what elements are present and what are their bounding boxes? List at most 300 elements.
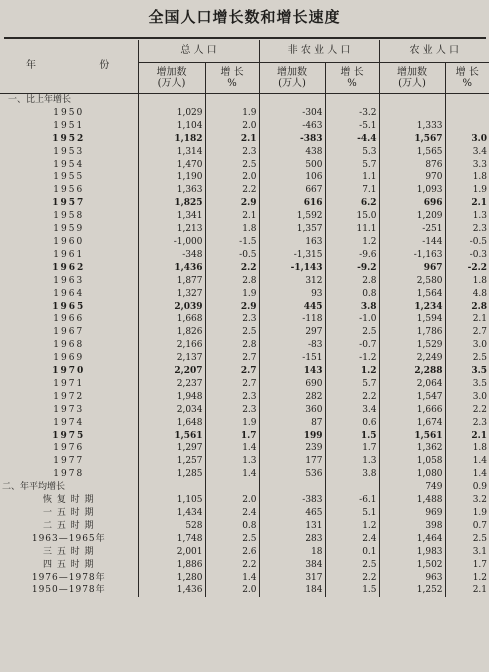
year-row [0,171,489,184]
cell-a-pct: 1.3 [445,210,489,223]
section-row [0,94,489,107]
row-year: 1976 [53,443,85,454]
cell-t-inc: 1,105 [138,494,205,507]
year-row [0,391,489,404]
cell-t-pct: -1.5 [205,236,259,249]
cell-a-inc: 1,567 [379,133,445,146]
row-year: 1950 [53,107,85,118]
group-header-agri: 农 业 人 口 [379,40,489,63]
cell-a-pct: 2.1 [445,584,489,597]
header-row-groups [0,40,489,63]
cell-t-pct: 2.0 [205,584,259,597]
cell-a-inc: 1,786 [379,326,445,339]
row-year: 1977 [53,456,85,467]
cell-n-inc: -118 [259,313,325,326]
cell-a-inc: 1,093 [379,184,445,197]
cell-t-inc: 1,363 [138,184,205,197]
cell-n-pct: 15.0 [325,210,379,223]
cell-t-pct: 2.0 [205,494,259,507]
cell-n-inc: 500 [259,159,325,172]
cell-n-inc: 106 [259,171,325,184]
cell-a-pct: 1.4 [445,468,489,481]
cell-t-inc: 528 [138,520,205,533]
cell-n-pct: -1.2 [325,352,379,365]
row-year: 一 五 时 期 [42,508,95,518]
cell-a-pct: 2.1 [445,197,489,210]
row-year: 1956 [53,185,85,196]
cell-t-pct: 1.9 [205,417,259,430]
cell-t-pct: 2.3 [205,404,259,417]
cell-a-pct: 1.4 [445,455,489,468]
cell-a-inc: 1,488 [379,494,445,507]
summary-row [0,507,489,520]
group-header-nonagri: 非 农 业 人 口 [259,40,379,63]
cell-a-inc: 969 [379,507,445,520]
cell-t-inc: 2,207 [138,365,205,378]
cell-t-inc: 1,182 [138,133,205,146]
cell-a-inc: 1,983 [379,546,445,559]
cell-t-pct: 2.7 [205,378,259,391]
cell-a-pct: 1.8 [445,171,489,184]
year-row [0,107,489,120]
cell-n-pct: 2.2 [325,391,379,404]
row-year: 1963—1965年 [31,533,106,544]
cell-n-pct: 1.2 [325,236,379,249]
cell-n-pct: -5.1 [325,120,379,133]
summary-row [0,546,489,559]
cell-t-pct: 1.3 [205,455,259,468]
group-header-total: 总 人 口 [138,40,259,63]
cell-n-pct: 2.2 [325,572,379,585]
cell-n-inc: 87 [259,417,325,430]
cell-t-inc: -348 [138,249,205,262]
row-year: 1969 [53,353,85,364]
cell-t-inc: 2,137 [138,352,205,365]
cell-t-pct: 2.2 [205,559,259,572]
row-year: 1950—1978年 [31,585,106,596]
cell-t-inc: 2,166 [138,339,205,352]
cell-t-inc: 1,213 [138,223,205,236]
cell-a-pct: 2.8 [445,301,489,314]
cell-a-pct: 3.4 [445,146,489,159]
row-year: 1960 [53,236,85,247]
cell-a-inc: 749 [379,481,445,494]
cell-t-inc: 1,327 [138,288,205,301]
cell-t-pct: 1.7 [205,430,259,443]
cell-a-pct: 0.9 [445,481,489,494]
cell-a-pct: 1.8 [445,275,489,288]
cell-t-pct: 1.8 [205,223,259,236]
cell-a-inc: 1,333 [379,120,445,133]
row-year: 1966 [53,314,85,325]
cell-n-inc: 384 [259,559,325,572]
cell-a-pct: 2.3 [445,417,489,430]
row-year: 1957 [52,198,86,209]
cell-t-inc: 1,434 [138,507,205,520]
cell-t-pct: 2.0 [205,120,259,133]
row-year: 1963 [53,275,85,286]
summary-row [0,520,489,533]
cell-n-inc: -83 [259,339,325,352]
cell-n-pct: 1.2 [325,365,379,378]
cell-a-inc: 2,064 [379,378,445,391]
cell-n-inc: 360 [259,404,325,417]
year-row [0,159,489,172]
cell-a-inc: 1,674 [379,417,445,430]
cell-t-inc: 1,257 [138,455,205,468]
cell-t-inc: 1,470 [138,159,205,172]
year-row [0,365,489,378]
cell-n-pct: 6.2 [325,197,379,210]
year-row [0,184,489,197]
cell-t-inc: 1,436 [138,262,205,275]
cell-t-pct: -0.5 [205,249,259,262]
col-header-nonagri-increase: 增加数 (万人) [259,63,325,94]
year-column-header [0,40,138,94]
cell-n-inc: 283 [259,533,325,546]
cell-t-inc: 1,648 [138,417,205,430]
cell-n-inc: 297 [259,326,325,339]
cell-t-inc: 1,948 [138,391,205,404]
cell-a-pct: 2.2 [445,404,489,417]
cell-t-pct: 1.4 [205,468,259,481]
cell-n-inc: 143 [259,365,325,378]
cell-t-pct: 2.4 [205,507,259,520]
cell-a-inc: 1,565 [379,146,445,159]
cell-t-inc: 1,190 [138,171,205,184]
cell-t-inc: 1,561 [138,430,205,443]
cell-a-pct [445,120,489,133]
cell-a-pct: 3.3 [445,159,489,172]
cell-n-pct: -9.2 [325,262,379,275]
cell-n-pct: 1.7 [325,442,379,455]
cell-t-pct: 2.3 [205,313,259,326]
cell-n-inc: -383 [259,133,325,146]
cell-n-inc: 199 [259,430,325,443]
cell-n-inc: 282 [259,391,325,404]
section1-label: 一、比上年增长 [8,95,72,105]
year-row [0,275,489,288]
cell-t-pct: 2.5 [205,326,259,339]
col-header-agri-increase: 增加数 (万人) [379,63,445,94]
row-year: 1953 [53,146,85,157]
cell-a-inc: 1,666 [379,404,445,417]
summary-row [0,559,489,572]
col-header-nonagri-growth: 增 长 % [325,63,379,94]
year-label-left: 年 [26,60,36,72]
cell-a-pct: 2.5 [445,352,489,365]
summary-row [0,494,489,507]
year-row [0,326,489,339]
population-table [0,40,489,597]
year-row [0,120,489,133]
cell-t-pct: 2.9 [205,197,259,210]
cell-n-pct: 2.5 [325,326,379,339]
cell-n-inc: 177 [259,455,325,468]
cell-a-pct: 3.0 [445,133,489,146]
cell-a-pct: 2.3 [445,223,489,236]
cell-a-inc: 1,561 [379,430,445,443]
cell-a-pct: 0.7 [445,520,489,533]
cell-a-inc: 2,288 [379,365,445,378]
row-year: 1954 [53,159,85,170]
year-row [0,417,489,430]
cell-n-pct: 1.2 [325,520,379,533]
year-row [0,442,489,455]
cell-n-inc: 1,592 [259,210,325,223]
year-row [0,404,489,417]
cell-t-inc: 1,877 [138,275,205,288]
cell-a-pct: 1.7 [445,559,489,572]
cell-n-pct: 5.1 [325,507,379,520]
year-label-right: 份 [99,60,110,72]
cell-a-inc: 1,252 [379,584,445,597]
cell-n-pct: 0.6 [325,417,379,430]
year-row [0,430,489,443]
cell-a-pct: 1.2 [445,572,489,585]
cell-a-inc: 970 [379,171,445,184]
cell-t-inc: 1,436 [138,584,205,597]
cell-t-pct: 2.1 [205,210,259,223]
cell-a-pct: 3.5 [445,365,489,378]
cell-a-inc: -1,163 [379,249,445,262]
cell-a-pct: 2.7 [445,326,489,339]
cell-a-pct: 2.5 [445,533,489,546]
cell-n-inc: 18 [259,546,325,559]
cell-n-pct: -9.6 [325,249,379,262]
row-year: 1976—1978年 [31,572,106,583]
row-year: 1964 [53,288,85,299]
year-row [0,210,489,223]
year-row [0,133,489,146]
row-year: 1978 [53,469,85,480]
row-year: 1968 [53,340,85,351]
cell-t-pct: 2.0 [205,171,259,184]
cell-t-pct: 1.4 [205,442,259,455]
cell-n-pct: 2.4 [325,533,379,546]
year-row [0,262,489,275]
cell-n-pct: -6.1 [325,494,379,507]
cell-a-pct: -0.3 [445,249,489,262]
cell-n-inc: -1,143 [259,262,325,275]
cell-a-inc: -251 [379,223,445,236]
cell-a-inc: 876 [379,159,445,172]
cell-a-pct: 1.8 [445,442,489,455]
row-year: 1965 [52,301,86,312]
cell-n-inc: 536 [259,468,325,481]
row-year: 1973 [53,404,85,415]
cell-n-pct: 1.5 [325,430,379,443]
cell-n-inc: 312 [259,275,325,288]
cell-a-inc: 1,502 [379,559,445,572]
row-year: 1959 [53,224,85,235]
row-year: 1962 [52,262,86,273]
cell-a-inc: 1,464 [379,533,445,546]
cell-t-inc: 1,748 [138,533,205,546]
cell-t-inc: 1,668 [138,313,205,326]
cell-n-inc: 667 [259,184,325,197]
year-row [0,288,489,301]
cell-a-inc: 963 [379,572,445,585]
cell-t-pct: 1.9 [205,107,259,120]
year-row [0,352,489,365]
cell-n-inc: 93 [259,288,325,301]
row-year: 1951 [53,120,85,131]
cell-n-inc: 438 [259,146,325,159]
cell-n-pct: 2.8 [325,275,379,288]
cell-t-pct: 2.1 [205,133,259,146]
cell-t-inc: 1,297 [138,442,205,455]
cell-a-pct: 3.2 [445,494,489,507]
cell-n-inc: 317 [259,572,325,585]
cell-a-inc: 1,564 [379,288,445,301]
cell-t-inc: 1,341 [138,210,205,223]
cell-n-pct: 5.7 [325,159,379,172]
col-header-agri-growth: 增 长 % [445,63,489,94]
cell-a-inc: 1,529 [379,339,445,352]
cell-t-inc: 1,285 [138,468,205,481]
cell-n-inc: -304 [259,107,325,120]
cell-t-inc: 2,034 [138,404,205,417]
section2-label: 二、年平均增长 [2,482,66,493]
cell-t-pct: 2.3 [205,146,259,159]
cell-n-pct: 7.1 [325,184,379,197]
row-year: 1958 [53,211,85,222]
cell-a-inc: 1,547 [379,391,445,404]
cell-a-pct: -2.2 [445,262,489,275]
cell-a-pct: -0.5 [445,236,489,249]
year-row [0,146,489,159]
cell-t-inc: 1,280 [138,572,205,585]
cell-n-pct: 3.4 [325,404,379,417]
summary-row [0,572,489,585]
cell-a-pct: 3.0 [445,391,489,404]
cell-n-inc: 690 [259,378,325,391]
cell-a-pct: 2.1 [445,313,489,326]
cell-t-inc: -1,000 [138,236,205,249]
year-row [0,313,489,326]
cell-t-pct: 2.6 [205,546,259,559]
year-row [0,339,489,352]
cell-t-inc: 2,237 [138,378,205,391]
cell-n-pct: 1.3 [325,455,379,468]
summary-row [0,584,489,597]
cell-a-inc: 1,080 [379,468,445,481]
row-year: 恢 复 时 期 [42,495,95,506]
cell-n-pct: -0.7 [325,339,379,352]
year-row [0,378,489,391]
cell-n-inc: 616 [259,197,325,210]
cell-t-pct: 2.8 [205,339,259,352]
cell-n-pct: -4.4 [325,133,379,146]
cell-t-pct: 2.5 [205,159,259,172]
cell-n-pct: -3.2 [325,107,379,120]
cell-n-inc: -383 [259,494,325,507]
cell-t-inc: 1,029 [138,107,205,120]
cell-a-inc: 1,209 [379,210,445,223]
section-row [0,481,489,494]
cell-n-inc: -463 [259,120,325,133]
cell-t-pct: 2.8 [205,275,259,288]
cell-n-pct: 1.1 [325,171,379,184]
page-title: 全国人口增长数和增长速度 [148,8,341,26]
cell-a-inc [379,107,445,120]
cell-t-pct: 2.2 [205,262,259,275]
cell-n-pct: 0.8 [325,288,379,301]
cell-a-inc: 1,594 [379,313,445,326]
cell-t-pct: 2.7 [205,365,259,378]
cell-t-pct: 2.3 [205,391,259,404]
row-year: 1970 [52,366,86,377]
cell-a-pct: 3.1 [445,546,489,559]
cell-a-inc: 2,580 [379,275,445,288]
cell-t-pct: 1.9 [205,288,259,301]
col-header-total-increase: 增加数 (万人) [138,63,205,94]
cell-n-inc: 1,357 [259,223,325,236]
col-header-total-growth: 增 长 % [205,63,259,94]
cell-t-inc: 1,314 [138,146,205,159]
row-year: 1974 [53,417,85,428]
cell-t-inc: 1,825 [138,197,205,210]
year-row [0,197,489,210]
cell-t-inc: 2,039 [138,301,205,314]
cell-a-pct: 1.9 [445,507,489,520]
row-year: 1961 [53,249,85,260]
cell-n-inc: 184 [259,584,325,597]
cell-a-pct: 2.1 [445,430,489,443]
cell-n-inc: 239 [259,442,325,455]
cell-n-inc: -1,315 [259,249,325,262]
cell-t-pct: 0.8 [205,520,259,533]
year-row [0,223,489,236]
row-year: 1952 [52,133,86,144]
cell-n-pct: 2.5 [325,559,379,572]
cell-t-pct: 2.9 [205,301,259,314]
cell-n-inc: 163 [259,236,325,249]
cell-a-pct: 3.0 [445,339,489,352]
year-row [0,236,489,249]
cell-t-pct: 1.4 [205,572,259,585]
cell-a-inc: 1,058 [379,455,445,468]
row-year: 四 五 时 期 [42,559,95,570]
cell-a-pct: 4.8 [445,288,489,301]
cell-n-pct: 5.7 [325,378,379,391]
cell-a-inc: 1,234 [379,301,445,314]
cell-a-inc: -144 [379,236,445,249]
cell-n-pct: 0.1 [325,546,379,559]
cell-n-pct: -1.0 [325,313,379,326]
row-year: 二 五 时 期 [42,520,95,531]
cell-a-pct: 3.5 [445,378,489,391]
cell-n-inc: -151 [259,352,325,365]
cell-n-pct: 11.1 [325,223,379,236]
cell-t-pct: 2.5 [205,533,259,546]
year-row [0,468,489,481]
cell-n-pct: 1.5 [325,584,379,597]
summary-row [0,533,489,546]
cell-t-inc: 1,104 [138,120,205,133]
cell-a-inc: 2,249 [379,352,445,365]
cell-a-inc: 696 [379,197,445,210]
cell-a-inc: 967 [379,262,445,275]
cell-n-pct: 3.8 [325,301,379,314]
cell-n-pct: 5.3 [325,146,379,159]
cell-a-inc: 398 [379,520,445,533]
cell-n-inc: 445 [259,301,325,314]
cell-t-pct: 2.7 [205,352,259,365]
top-rule [4,37,486,39]
row-year: 1955 [53,172,85,183]
